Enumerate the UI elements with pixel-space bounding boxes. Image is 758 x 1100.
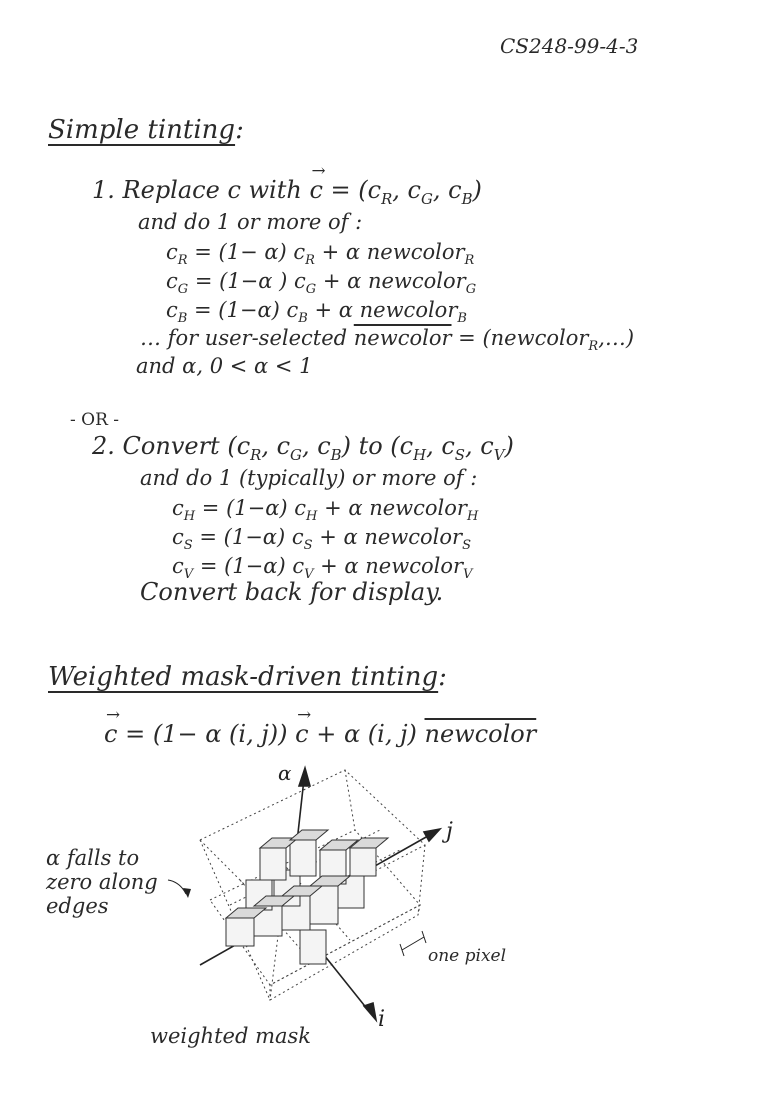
step1-number: 1.	[92, 176, 115, 204]
note-arrow-head	[183, 888, 191, 898]
eq: + α newcolor	[307, 298, 458, 322]
sub-r: R	[250, 445, 262, 464]
close: )	[504, 432, 514, 460]
eq: + α newcolor	[313, 554, 464, 578]
eq: = (1−α) c	[187, 298, 299, 322]
note-arrow	[168, 880, 186, 894]
eq: = (1−α) c	[193, 554, 305, 578]
to: ) to (c	[341, 432, 414, 460]
newcolor-vector: newcolor	[353, 326, 452, 350]
sub-s: S	[183, 538, 193, 554]
sub-g: G	[465, 282, 477, 298]
axis-j-label: j	[446, 819, 453, 844]
c: c	[172, 496, 184, 520]
sub-h: H	[306, 509, 318, 525]
sub-r: R	[381, 189, 393, 208]
sep: , c	[465, 432, 494, 460]
sub-r: R	[464, 253, 475, 269]
c: c	[172, 525, 184, 549]
sub-s: S	[303, 538, 313, 554]
eq: + α newcolor	[312, 525, 463, 549]
formula-part: + α (i, j)	[308, 720, 425, 748]
sub-b: B	[330, 445, 342, 464]
sub-b: B	[298, 311, 308, 327]
step1-line2: and do 1 or more of :	[138, 210, 363, 234]
step1-tuple-open: = (c	[322, 176, 382, 204]
sub-g: G	[177, 282, 189, 298]
eq: = (1−α) c	[195, 496, 307, 520]
sub-s: S	[454, 445, 465, 464]
mask-cubes	[226, 830, 388, 964]
weighted-tinting-colon: :	[438, 662, 447, 692]
color-vector-c: → c	[104, 720, 117, 748]
c: c	[166, 269, 178, 293]
color-vector-c: → c	[309, 176, 322, 204]
step2-line2: and do 1 (typically) or more of :	[140, 466, 478, 490]
sub-v: V	[493, 445, 505, 464]
pixel-dimension	[400, 931, 426, 956]
alpha-note-line3: edges	[46, 894, 109, 918]
sub-v: V	[463, 567, 473, 583]
step1-tuple-close: )	[472, 176, 482, 204]
sub-s: S	[462, 538, 471, 554]
sub-r: R	[305, 253, 315, 269]
sub-h: H	[183, 509, 196, 525]
for-user-selected: … for user-selected	[140, 326, 354, 350]
newcolor-tuple: = (newcolor	[451, 326, 589, 350]
or-separator: - OR -	[70, 410, 120, 430]
step2-convert-back: Convert back for display.	[140, 578, 444, 606]
newcolor-vector: newcolor	[424, 720, 537, 748]
alpha-note-line1: α falls to	[46, 846, 140, 870]
simple-tinting-colon: :	[235, 115, 244, 145]
sub-g: G	[421, 189, 433, 208]
sub-g: G	[305, 282, 317, 298]
sub-b: B	[457, 311, 467, 327]
sep: , c	[261, 432, 291, 460]
sub-b: B	[461, 189, 473, 208]
step2-number: 2.	[92, 432, 115, 460]
eq: = (1−α) c	[192, 525, 304, 549]
step1-alpha-line: and α, 0 < α < 1	[136, 354, 313, 378]
sep: , c	[432, 176, 462, 204]
sub-g: G	[290, 445, 302, 464]
tuple-close: ,…)	[598, 326, 635, 350]
c: c	[166, 240, 178, 264]
sub-h: H	[413, 445, 427, 464]
c: c	[166, 298, 178, 322]
simple-tinting-title: Simple tinting	[48, 115, 236, 145]
sub-r: R	[177, 253, 188, 269]
weighted-tinting-title: Weighted mask-driven tinting	[48, 662, 439, 692]
sub-r: R	[588, 339, 599, 355]
eq: = (1−α ) c	[188, 269, 306, 293]
eq: + α newcolor	[314, 240, 465, 264]
formula-part: = (1− α (i, j))	[117, 720, 296, 748]
axis-i-label: i	[378, 1007, 386, 1032]
axis-alpha-label: α	[278, 761, 292, 785]
sub-v: V	[183, 567, 194, 583]
eq: + α newcolor	[317, 496, 467, 520]
page-reference: CS248-99-4-3	[500, 34, 639, 58]
sep: , c	[301, 432, 331, 460]
sub-v: V	[304, 567, 314, 583]
one-pixel-label: one pixel	[428, 946, 507, 966]
step1-replace-text: Replace c with	[122, 176, 310, 204]
convert: Convert (c	[122, 432, 251, 460]
alpha-note-line2: zero along	[46, 870, 158, 894]
sep: , c	[392, 176, 421, 204]
eq: = (1− α) c	[187, 240, 306, 264]
sep: , c	[426, 432, 455, 460]
weighted-mask-caption: weighted mask	[150, 1024, 312, 1048]
eq: + α newcolor	[316, 269, 466, 293]
sub-h: H	[466, 509, 479, 525]
color-vector-c: → c	[295, 720, 308, 748]
sub-b: B	[177, 311, 188, 327]
c: c	[172, 554, 184, 578]
